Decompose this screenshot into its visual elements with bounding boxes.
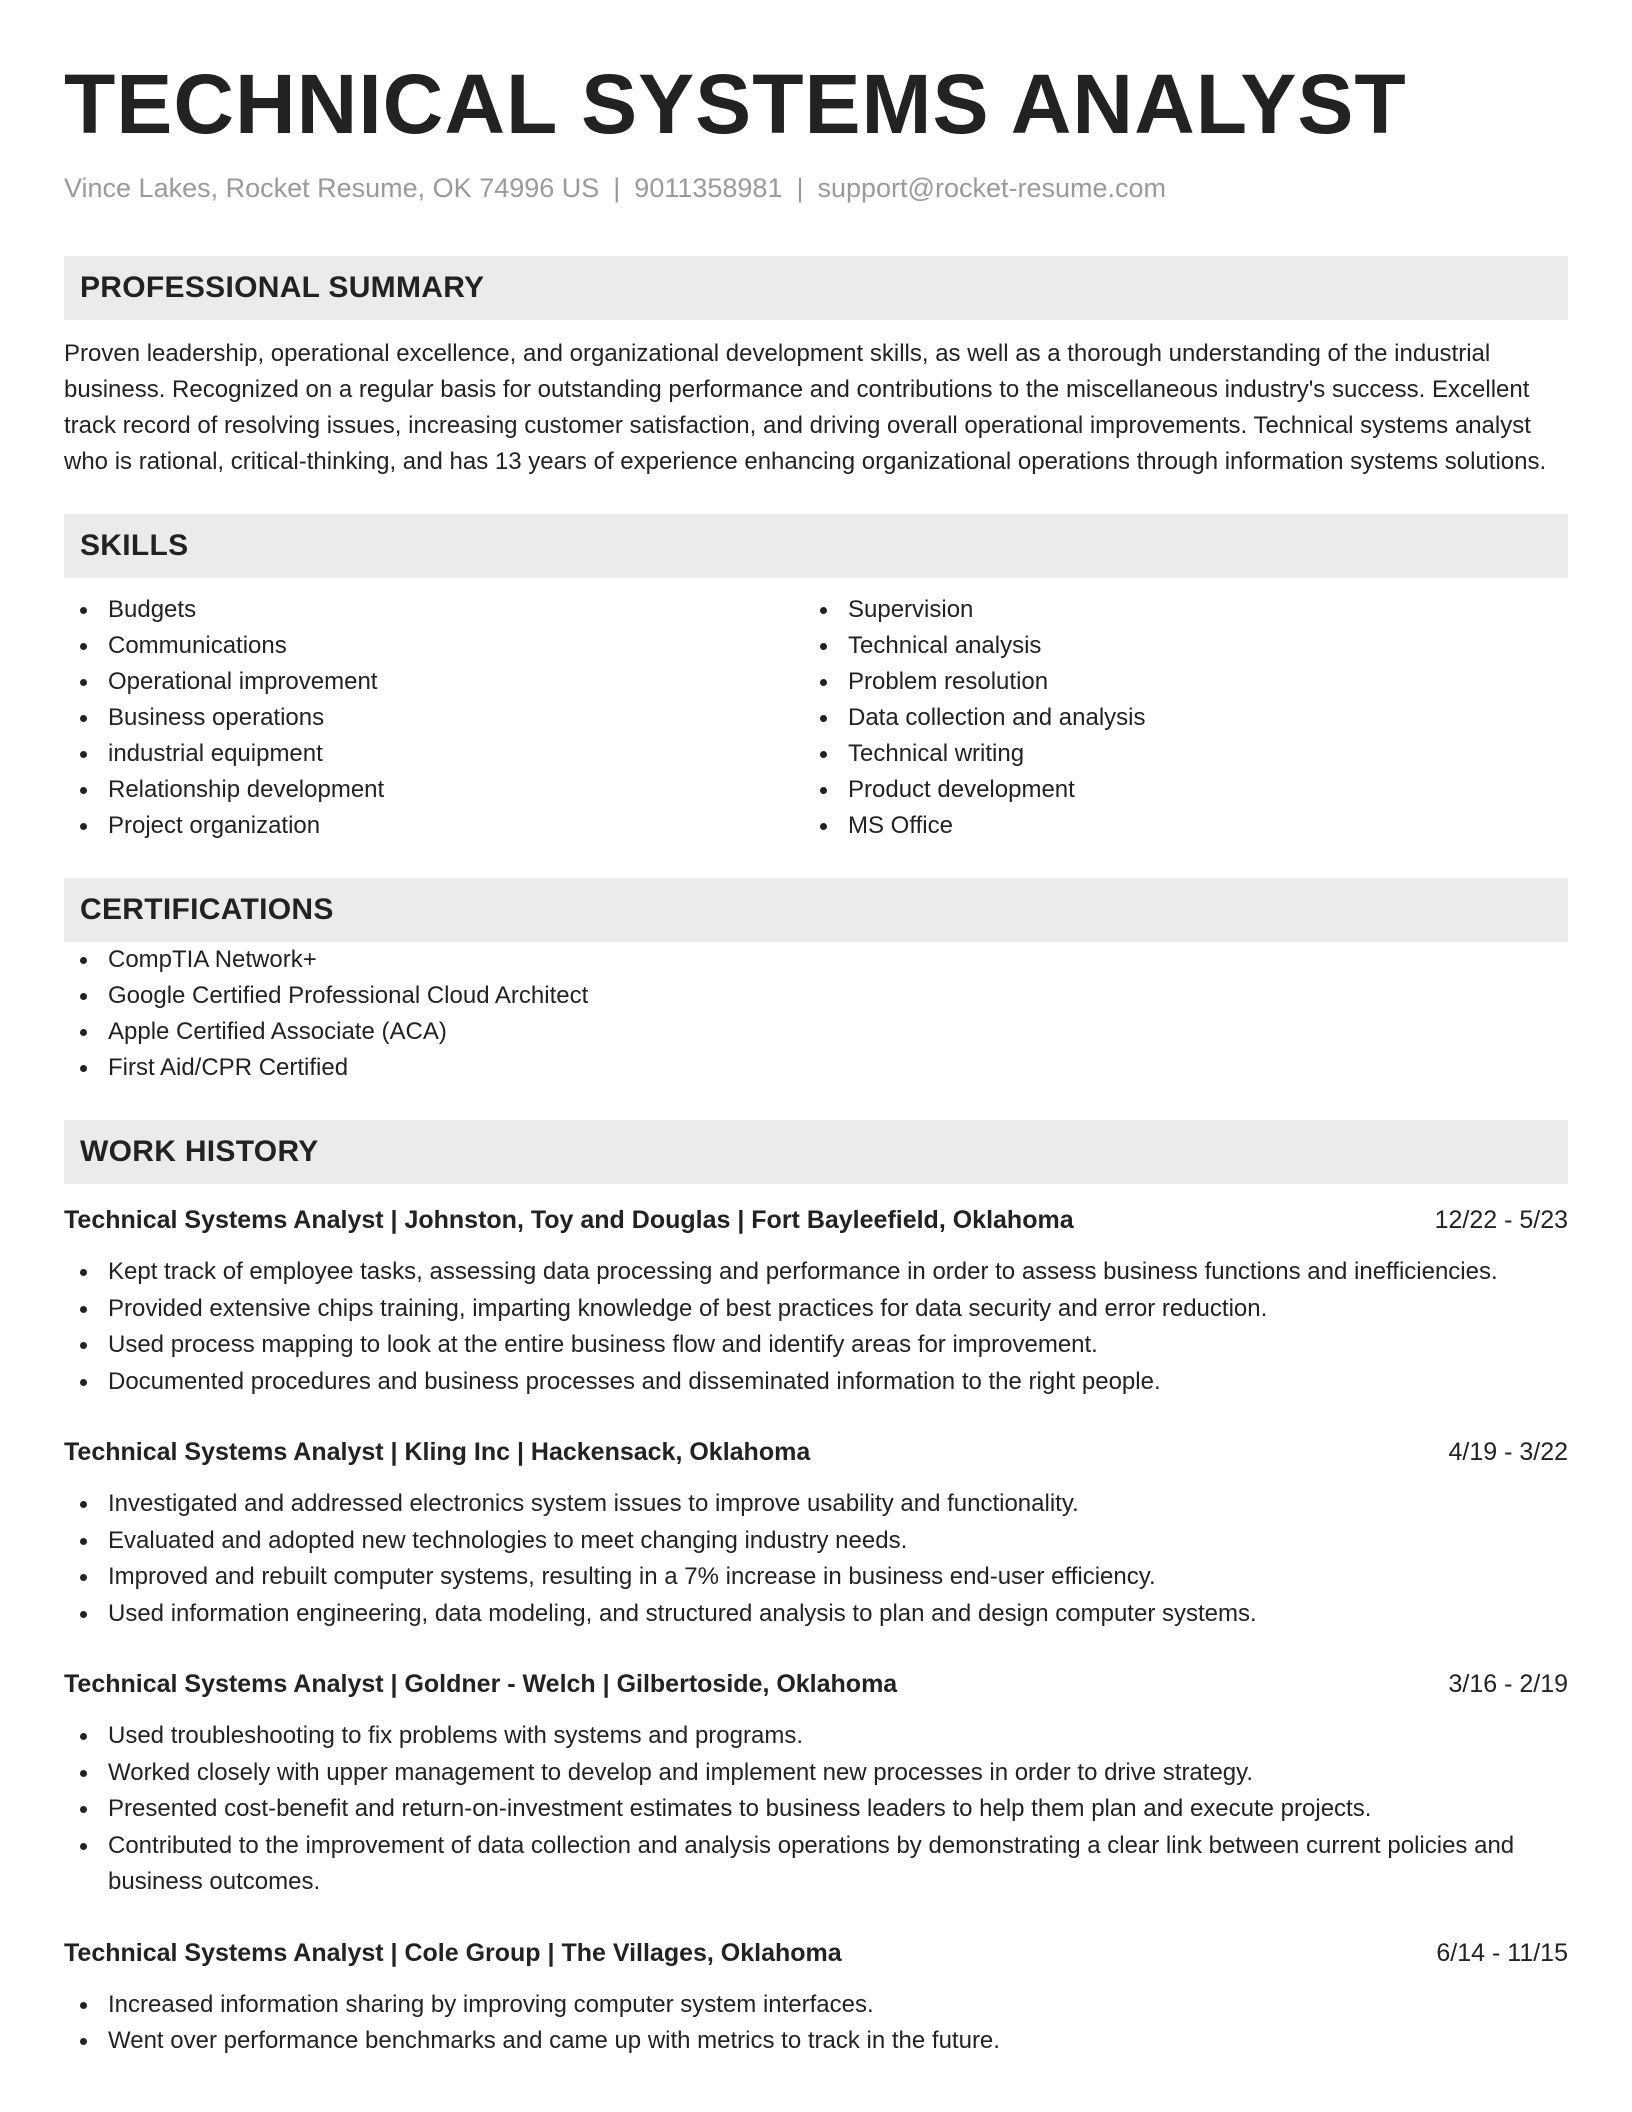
job-title: Technical Systems Analyst | Johnston, Toy and Douglas | Fort Bayleefield, Oklahoma — [64, 1206, 1074, 1234]
skill-item: Technical analysis — [804, 628, 1544, 664]
certification-item: First Aid/CPR Certified — [64, 1050, 1568, 1086]
skill-item: Problem resolution — [804, 664, 1544, 700]
skill-item: Technical writing — [804, 736, 1544, 772]
skills-heading: SKILLS — [64, 514, 1568, 578]
job-entry — [64, 1202, 1568, 1400]
job-title: Technical Systems Analyst | Cole Group | The Villages, Oklahoma — [64, 1938, 842, 1967]
job-bullet: Used troubleshooting to fix problems with systems and programs. — [64, 1718, 1568, 1755]
job-bullets — [64, 1254, 1568, 1400]
contact-line — [64, 170, 1568, 206]
job-header — [64, 1935, 1568, 1971]
job-bullets — [64, 1718, 1568, 1901]
job-entry — [64, 1666, 1568, 1901]
job-title: Technical Systems Analyst | Goldner - Welch | Gilbertoside, Oklahoma — [64, 1670, 898, 1698]
page-title: TECHNICAL SYSTEMS ANALYST — [64, 57, 1407, 151]
job-bullet: Kept track of employee tasks, assessing data processing and performance in order to assess business functions and inefficiencies. — [64, 1254, 1568, 1291]
summary-section — [64, 256, 1568, 480]
skill-item: Communications — [64, 628, 804, 664]
job-bullet: Went over performance benchmarks and came up with metrics to track in the future. — [64, 2023, 1568, 2060]
certification-item: Apple Certified Associate (ACA) — [64, 1014, 1568, 1050]
job-dates: 12/22 - 5/23 — [1434, 1206, 1568, 1234]
job-title: Technical Systems Analyst | Kling Inc | Hackensack, Oklahoma — [64, 1438, 811, 1466]
skill-item: Project organization — [64, 808, 804, 844]
contact-phone: 9011358981 — [634, 173, 783, 203]
job-bullet: Used information engineering, data modeling, and structured analysis to plan and design computer systems. — [64, 1596, 1568, 1633]
certifications-heading: CERTIFICATIONS — [64, 878, 1568, 942]
skills-column-right — [804, 592, 1544, 844]
skills-grid — [64, 592, 1568, 844]
job-bullet: Used process mapping to look at the entire business flow and identify areas for improvement. — [64, 1327, 1568, 1364]
contact-email: support@rocket-resume.com — [817, 173, 1167, 203]
job-dates: 3/16 - 2/19 — [1448, 1670, 1568, 1698]
contact-separator: | — [613, 173, 621, 203]
job-bullet: Presented cost-benefit and return-on-investment estimates to business leaders to help them plan and execute projects. — [64, 1791, 1568, 1828]
skill-item: Budgets — [64, 592, 804, 628]
job-bullet: Contributed to the improvement of data collection and analysis operations by demonstrating a clear link between current policies and business outcomes. — [64, 1828, 1568, 1901]
job-bullets — [64, 1987, 1568, 2060]
certifications-list — [64, 942, 1568, 1086]
skill-item: Operational improvement — [64, 664, 804, 700]
job-header — [64, 1666, 1568, 1702]
job-entry — [64, 1434, 1568, 1632]
job-bullet: Documented procedures and business processes and disseminated information to the right people. — [64, 1364, 1568, 1401]
skills-list-left — [64, 592, 804, 844]
work-history-section — [64, 1120, 1568, 2060]
job-bullet: Provided extensive chips training, imparting knowledge of best practices for data security and error reduction. — [64, 1291, 1568, 1328]
skill-item: Supervision — [804, 592, 1544, 628]
skills-column-left — [64, 592, 804, 844]
skill-item: MS Office — [804, 808, 1544, 844]
skill-item: Relationship development — [64, 772, 804, 808]
job-bullet: Worked closely with upper management to develop and implement new processes in order to drive strategy. — [64, 1755, 1568, 1792]
work-history-heading: WORK HISTORY — [64, 1120, 1568, 1184]
job-dates: 6/14 - 11/15 — [1436, 1938, 1568, 1967]
job-bullets — [64, 1486, 1568, 1632]
skills-list-right — [804, 592, 1544, 844]
certification-item: Google Certified Professional Cloud Architect — [64, 978, 1568, 1014]
job-bullet: Investigated and addressed electronics system issues to improve usability and functionality. — [64, 1486, 1568, 1523]
skill-item: Business operations — [64, 700, 804, 736]
skill-item: Product development — [804, 772, 1544, 808]
certification-item: CompTIA Network+ — [64, 942, 1568, 978]
skill-item: industrial equipment — [64, 736, 804, 772]
job-header — [64, 1434, 1568, 1470]
summary-text: Proven leadership, operational excellence, and organizational development skills, as well as a thorough understanding of the industrial business. Recognized on a regular basis for outstanding performance and contributions to the miscellaneous industry's success. Excellent track record of resolving issues, increasing customer satisfaction, and driving overall operational improvements. Technical systems analyst who is rational, critical-thinking, and has 13 years of experience enhancing organizational operations through information systems solutions. — [64, 340, 1547, 475]
job-header — [64, 1202, 1568, 1238]
job-dates: 4/19 - 3/22 — [1448, 1438, 1568, 1466]
job-bullet: Improved and rebuilt computer systems, resulting in a 7% increase in business end-user efficiency. — [64, 1559, 1568, 1596]
skills-section — [64, 514, 1568, 844]
contact-address: Vince Lakes, Rocket Resume, OK 74996 US — [64, 173, 600, 203]
job-entry — [64, 1935, 1568, 2060]
job-bullet: Evaluated and adopted new technologies to meet changing industry needs. — [64, 1523, 1568, 1560]
skill-item: Data collection and analysis — [804, 700, 1544, 736]
certifications-section — [64, 878, 1568, 1086]
job-bullet: Increased information sharing by improving computer system interfaces. — [64, 1987, 1568, 2024]
summary-heading: PROFESSIONAL SUMMARY — [64, 256, 1568, 320]
contact-separator: | — [796, 173, 804, 203]
